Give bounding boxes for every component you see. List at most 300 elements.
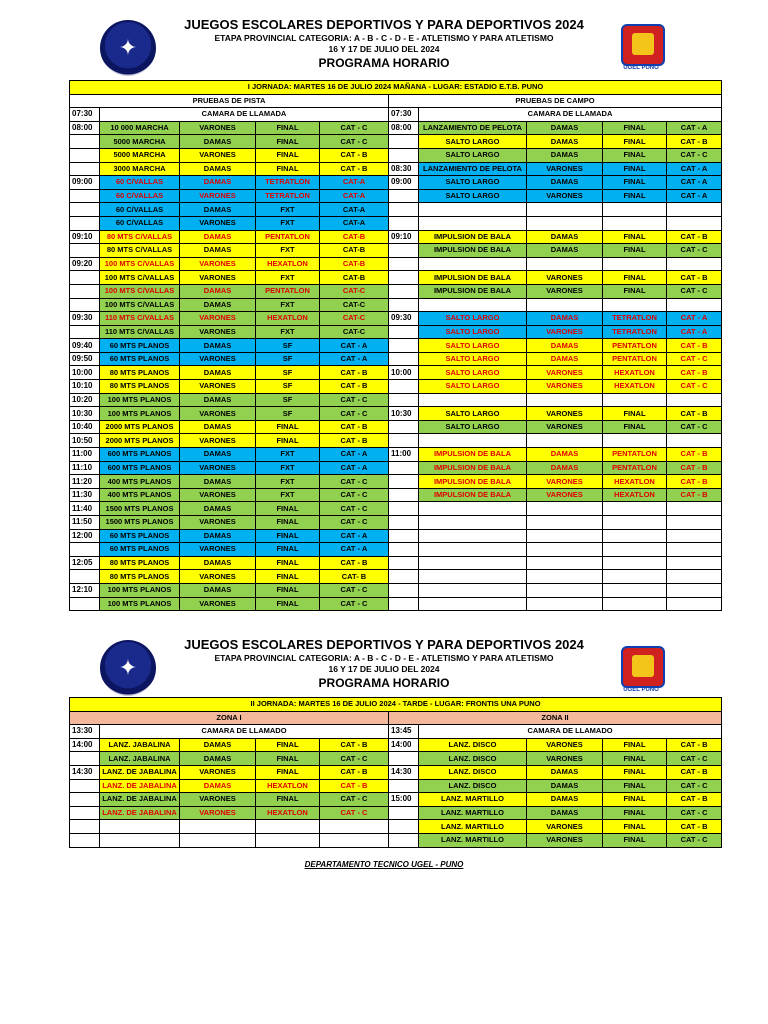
category-cell: CAT - B	[320, 434, 389, 448]
category-cell: CAT-C	[320, 298, 389, 312]
page-title: JUEGOS ESCOLARES DEPORTIVOS Y PARA DEPORTIVOS 2024	[184, 17, 584, 32]
event-cell: 100 MTS PLANOS	[100, 407, 180, 421]
gender-cell: DAMAS	[527, 176, 603, 190]
round-cell: FINAL	[603, 176, 667, 190]
time-cell: 11:00	[389, 448, 419, 462]
category-cell: CAT - B	[667, 230, 722, 244]
empty-cell	[419, 543, 527, 557]
gender-cell: DAMAS	[527, 352, 603, 366]
round-cell: HEXATLON	[256, 312, 320, 326]
time-cell	[70, 806, 100, 820]
category-cell: CAT - C	[667, 833, 722, 847]
table-row	[70, 108, 722, 122]
time-cell: 10:20	[70, 393, 100, 407]
category-cell: CAT - A	[667, 312, 722, 326]
time-cell	[389, 148, 419, 162]
ugel-puno-logo: UGEL PUNO	[612, 18, 670, 76]
empty-cell	[419, 434, 527, 448]
event-cell: 110 MTS C/VALLAS	[100, 325, 180, 339]
table-row	[70, 393, 722, 407]
gender-cell: VARONES	[527, 284, 603, 298]
event-cell: 2000 MTS PLANOS	[100, 434, 180, 448]
category-cell: CAT - C	[320, 502, 389, 516]
gender-cell: VARONES	[527, 833, 603, 847]
table-row	[70, 806, 722, 820]
event-cell: 60 C/VALLAS	[100, 216, 180, 230]
category-cell: CAT - B	[320, 779, 389, 793]
time-cell	[389, 339, 419, 353]
round-cell: SF	[256, 393, 320, 407]
gender-cell: VARONES	[527, 420, 603, 434]
gender-cell: DAMAS	[180, 420, 256, 434]
jornada-title: I JORNADA: MARTES 16 DE JULIO 2024 MAÑANA - LUGAR: ESTADIO E.T.B. PUNO	[70, 81, 722, 95]
category-cell: CAT - B	[320, 366, 389, 380]
category-cell: CAT-B	[320, 244, 389, 258]
time-cell: 10:50	[70, 434, 100, 448]
category-cell: CAT - B	[667, 366, 722, 380]
round-cell: TETRATLON	[256, 189, 320, 203]
time-cell: 09:30	[70, 312, 100, 326]
empty-cell	[603, 203, 667, 217]
time-cell	[70, 597, 100, 611]
event-cell: 60 MTS PLANOS	[100, 529, 180, 543]
event-cell: 5000 MARCHA	[100, 135, 180, 149]
round-cell: FXT	[256, 475, 320, 489]
empty-cell	[603, 257, 667, 271]
round-cell: SF	[256, 366, 320, 380]
time-cell	[389, 461, 419, 475]
category-cell: CAT - A	[667, 121, 722, 135]
gender-cell: VARONES	[180, 793, 256, 807]
time-cell: 07:30	[389, 108, 419, 122]
gender-cell: VARONES	[527, 380, 603, 394]
round-cell: FINAL	[256, 752, 320, 766]
time-cell: 09:30	[389, 312, 419, 326]
gender-cell: DAMAS	[527, 244, 603, 258]
category-cell: CAT-C	[320, 325, 389, 339]
round-cell: FXT	[256, 448, 320, 462]
empty-cell	[667, 393, 722, 407]
time-cell: 11:10	[70, 461, 100, 475]
round-cell: FINAL	[256, 434, 320, 448]
athlete-icon: ✦	[118, 35, 138, 60]
time-cell	[389, 475, 419, 489]
category-cell: CAT - C	[667, 352, 722, 366]
event-cell: 100 MTS PLANOS	[100, 583, 180, 597]
page-dates: 16 Y 17 DE JULIO DEL 2024	[328, 664, 440, 674]
page-title: JUEGOS ESCOLARES DEPORTIVOS Y PARA DEPORTIVOS 2024	[184, 637, 584, 652]
time-cell	[389, 556, 419, 570]
category-cell: CAT - C	[667, 380, 722, 394]
empty-cell	[100, 820, 180, 834]
empty-cell	[603, 298, 667, 312]
time-cell: 14:30	[389, 765, 419, 779]
round-cell: FXT	[256, 461, 320, 475]
round-cell: PENTATLON	[603, 339, 667, 353]
time-cell: 09:40	[70, 339, 100, 353]
gender-cell: VARONES	[180, 325, 256, 339]
round-cell: FINAL	[603, 738, 667, 752]
event-cell: SALTO LARGO	[419, 135, 527, 149]
category-cell: CAT - C	[667, 284, 722, 298]
event-cell: 5000 MARCHA	[100, 148, 180, 162]
empty-cell	[100, 833, 180, 847]
empty-cell	[603, 434, 667, 448]
category-cell: CAT - A	[320, 339, 389, 353]
gender-cell: DAMAS	[527, 779, 603, 793]
time-cell: 12:05	[70, 556, 100, 570]
category-cell: CAT - B	[320, 738, 389, 752]
empty-cell	[256, 833, 320, 847]
gender-cell: VARONES	[180, 461, 256, 475]
round-cell: HEXATLON	[603, 366, 667, 380]
event-cell: LANZ. DE JABALINA	[100, 765, 180, 779]
event-cell: 80 MTS C/VALLAS	[100, 244, 180, 258]
event-cell: 2000 MTS PLANOS	[100, 420, 180, 434]
empty-cell	[419, 257, 527, 271]
empty-cell	[667, 434, 722, 448]
time-cell: 12:00	[70, 529, 100, 543]
round-cell: FINAL	[603, 284, 667, 298]
category-cell: CAT - B	[667, 407, 722, 421]
gender-cell: DAMAS	[527, 461, 603, 475]
gender-cell: DAMAS	[527, 806, 603, 820]
gender-cell: VARONES	[527, 407, 603, 421]
table-row	[70, 257, 722, 271]
category-cell: CAT-B	[320, 257, 389, 271]
round-cell: FINAL	[603, 833, 667, 847]
event-cell: 80 MTS C/VALLAS	[100, 230, 180, 244]
empty-cell	[527, 393, 603, 407]
gender-cell: VARONES	[180, 597, 256, 611]
gender-cell: DAMAS	[180, 366, 256, 380]
time-cell: 08:30	[389, 162, 419, 176]
table-row	[70, 529, 722, 543]
empty-cell	[320, 820, 389, 834]
round-cell: SF	[256, 339, 320, 353]
time-cell	[70, 298, 100, 312]
gender-cell: VARONES	[180, 434, 256, 448]
round-cell: FINAL	[256, 529, 320, 543]
gender-cell: DAMAS	[180, 162, 256, 176]
time-cell	[70, 833, 100, 847]
category-cell: CAT - A	[667, 162, 722, 176]
category-cell: CAT - B	[320, 420, 389, 434]
round-cell: FXT	[256, 488, 320, 502]
event-cell: SALTO LARGO	[419, 325, 527, 339]
ugel-puno-logo: UGEL PUNO	[612, 640, 670, 698]
time-cell	[389, 597, 419, 611]
event-cell: 400 MTS PLANOS	[100, 475, 180, 489]
time-cell: 10:40	[70, 420, 100, 434]
event-cell: IMPULSION DE BALA	[419, 475, 527, 489]
round-cell: SF	[256, 407, 320, 421]
event-cell: 600 MTS PLANOS	[100, 448, 180, 462]
event-cell: 80 MTS PLANOS	[100, 366, 180, 380]
time-cell	[389, 502, 419, 516]
empty-cell	[527, 216, 603, 230]
table-row	[70, 135, 722, 149]
time-cell: 10:00	[389, 366, 419, 380]
gender-cell: VARONES	[180, 148, 256, 162]
table-row	[70, 407, 722, 421]
category-cell: CAT - C	[320, 583, 389, 597]
time-cell: 15:00	[389, 793, 419, 807]
table-row	[70, 312, 722, 326]
event-cell: 100 MTS C/VALLAS	[100, 257, 180, 271]
gender-cell: DAMAS	[180, 230, 256, 244]
round-cell: FINAL	[256, 765, 320, 779]
event-cell: 1500 MTS PLANOS	[100, 502, 180, 516]
event-cell: 80 MTS PLANOS	[100, 556, 180, 570]
category-cell: CAT- B	[320, 570, 389, 584]
time-cell	[389, 583, 419, 597]
time-cell	[389, 570, 419, 584]
gender-cell: VARONES	[180, 543, 256, 557]
gender-cell: DAMAS	[180, 779, 256, 793]
round-cell: FXT	[256, 216, 320, 230]
table-row	[70, 752, 722, 766]
event-cell: LANZ. DISCO	[419, 765, 527, 779]
gender-cell: DAMAS	[180, 176, 256, 190]
time-cell	[70, 135, 100, 149]
empty-cell	[527, 502, 603, 516]
gender-cell: VARONES	[180, 570, 256, 584]
table-row	[70, 325, 722, 339]
event-cell: 80 MTS PLANOS	[100, 380, 180, 394]
gender-cell: DAMAS	[180, 298, 256, 312]
round-cell: PENTATLON	[256, 230, 320, 244]
empty-cell	[667, 516, 722, 530]
category-cell: CAT - C	[320, 597, 389, 611]
empty-cell	[667, 529, 722, 543]
empty-cell	[527, 529, 603, 543]
empty-cell	[256, 820, 320, 834]
round-cell: SF	[256, 352, 320, 366]
round-cell: HEXATLON	[603, 380, 667, 394]
empty-cell	[603, 393, 667, 407]
gender-cell: VARONES	[180, 380, 256, 394]
page-header	[0, 17, 768, 71]
event-cell: LANZAMIENTO DE PELOTA	[419, 162, 527, 176]
event-cell: LANZ. MARTILLO	[419, 820, 527, 834]
category-cell: CAT - C	[320, 806, 389, 820]
time-cell	[70, 570, 100, 584]
time-cell	[70, 216, 100, 230]
time-cell	[389, 488, 419, 502]
round-cell: FINAL	[256, 420, 320, 434]
category-cell: CAT - B	[320, 162, 389, 176]
table-row	[70, 583, 722, 597]
category-cell: CAT - A	[320, 448, 389, 462]
gender-cell: VARONES	[180, 806, 256, 820]
category-cell: CAT - B	[667, 765, 722, 779]
table-row	[70, 725, 722, 739]
event-cell: SALTO LARGO	[419, 176, 527, 190]
category-cell: CAT-A	[320, 216, 389, 230]
table-row	[70, 738, 722, 752]
round-cell: FINAL	[603, 806, 667, 820]
round-cell: FINAL	[603, 135, 667, 149]
category-cell: CAT - A	[667, 325, 722, 339]
category-cell: CAT - A	[320, 461, 389, 475]
event-cell: 110 MTS C/VALLAS	[100, 312, 180, 326]
table-row	[70, 352, 722, 366]
table-row	[70, 833, 722, 847]
table-row	[70, 597, 722, 611]
round-cell: FXT	[256, 203, 320, 217]
time-cell	[389, 298, 419, 312]
event-cell: LANZ. MARTILLO	[419, 793, 527, 807]
table-row	[70, 244, 722, 258]
time-cell	[389, 284, 419, 298]
event-cell: 60 C/VALLAS	[100, 203, 180, 217]
table-row	[70, 556, 722, 570]
program-title: PROGRAMA HORARIO	[318, 56, 450, 70]
event-cell: LANZ. DE JABALINA	[100, 806, 180, 820]
table-row	[70, 448, 722, 462]
gender-cell: DAMAS	[527, 339, 603, 353]
event-cell: IMPULSION DE BALA	[419, 271, 527, 285]
time-cell: 11:50	[70, 516, 100, 530]
page-dates: 16 Y 17 DE JULIO DEL 2024	[328, 44, 440, 54]
round-cell: FINAL	[603, 793, 667, 807]
empty-cell	[527, 543, 603, 557]
time-cell: 10:30	[389, 407, 419, 421]
category-cell: CAT - A	[667, 176, 722, 190]
time-cell	[389, 779, 419, 793]
gender-cell: DAMAS	[527, 121, 603, 135]
round-cell: FINAL	[603, 121, 667, 135]
time-cell: 07:30	[70, 108, 100, 122]
gender-cell: DAMAS	[180, 448, 256, 462]
round-cell: FINAL	[256, 543, 320, 557]
gender-cell: DAMAS	[180, 529, 256, 543]
event-cell: LANZ. DE JABALINA	[100, 793, 180, 807]
time-cell	[389, 189, 419, 203]
category-cell: CAT - C	[320, 793, 389, 807]
gender-cell: VARONES	[527, 325, 603, 339]
time-cell: 13:30	[70, 725, 100, 739]
empty-cell	[603, 516, 667, 530]
event-cell: 100 MTS C/VALLAS	[100, 298, 180, 312]
time-cell	[70, 284, 100, 298]
time-cell	[70, 779, 100, 793]
time-cell	[389, 271, 419, 285]
empty-cell	[527, 583, 603, 597]
time-cell	[70, 820, 100, 834]
table-row	[70, 793, 722, 807]
table-row	[70, 230, 722, 244]
gender-cell: VARONES	[527, 475, 603, 489]
category-cell: CAT - C	[320, 407, 389, 421]
event-cell: SALTO LARGO	[419, 352, 527, 366]
time-cell: 09:00	[70, 176, 100, 190]
empty-cell	[419, 203, 527, 217]
event-cell: IMPULSION DE BALA	[419, 488, 527, 502]
table-row	[70, 216, 722, 230]
empty-cell	[419, 583, 527, 597]
event-cell: 100 MTS C/VALLAS	[100, 284, 180, 298]
gender-cell: DAMAS	[527, 448, 603, 462]
table-row	[70, 203, 722, 217]
empty-cell	[527, 570, 603, 584]
time-cell	[389, 380, 419, 394]
gender-cell: DAMAS	[180, 203, 256, 217]
event-cell: 100 MTS PLANOS	[100, 393, 180, 407]
event-cell: IMPULSION DE BALA	[419, 244, 527, 258]
round-cell: FINAL	[256, 556, 320, 570]
empty-cell	[419, 298, 527, 312]
event-cell: SALTO LARGO	[419, 189, 527, 203]
empty-cell	[667, 570, 722, 584]
round-cell: FINAL	[603, 752, 667, 766]
round-cell: FINAL	[603, 148, 667, 162]
event-cell: IMPULSION DE BALA	[419, 284, 527, 298]
table-row	[70, 380, 722, 394]
empty-cell	[667, 203, 722, 217]
time-cell: 11:40	[70, 502, 100, 516]
table-row	[70, 779, 722, 793]
table-row	[70, 475, 722, 489]
category-cell: CAT-A	[320, 189, 389, 203]
category-cell: CAT - B	[667, 475, 722, 489]
event-cell: 60 C/VALLAS	[100, 189, 180, 203]
table-row	[70, 121, 722, 135]
event-cell: 100 MTS C/VALLAS	[100, 271, 180, 285]
time-cell	[70, 752, 100, 766]
event-cell: 60 MTS PLANOS	[100, 352, 180, 366]
time-cell	[70, 203, 100, 217]
category-cell: CAT - B	[667, 738, 722, 752]
event-cell: 1500 MTS PLANOS	[100, 516, 180, 530]
table-row	[70, 298, 722, 312]
round-cell: FINAL	[256, 135, 320, 149]
category-cell: CAT - C	[320, 752, 389, 766]
empty-cell	[419, 393, 527, 407]
empty-cell	[603, 556, 667, 570]
gender-cell: VARONES	[527, 162, 603, 176]
time-cell: 11:30	[70, 488, 100, 502]
event-cell: 600 MTS PLANOS	[100, 461, 180, 475]
empty-cell	[527, 257, 603, 271]
round-cell: FXT	[256, 298, 320, 312]
round-cell: SF	[256, 380, 320, 394]
table-row	[70, 162, 722, 176]
category-cell: CAT - C	[667, 752, 722, 766]
jornada-title: II JORNADA: MARTES 16 DE JULIO 2024 - TARDE - LUGAR: FRONTIS UNA PUNO	[70, 698, 722, 712]
category-cell: CAT - C	[667, 148, 722, 162]
empty-cell	[667, 543, 722, 557]
time-cell	[389, 516, 419, 530]
time-cell: 09:10	[389, 230, 419, 244]
empty-cell	[419, 529, 527, 543]
event-cell: 80 MTS PLANOS	[100, 570, 180, 584]
gender-cell: VARONES	[527, 189, 603, 203]
section-header: PRUEBAS DE PISTA	[70, 94, 389, 108]
table-row	[70, 176, 722, 190]
athlete-icon: ✦	[118, 655, 138, 680]
category-cell: CAT - C	[667, 779, 722, 793]
time-cell: 11:20	[70, 475, 100, 489]
event-cell: IMPULSION DE BALA	[419, 230, 527, 244]
time-cell	[389, 833, 419, 847]
table-row	[70, 434, 722, 448]
gender-cell: DAMAS	[180, 556, 256, 570]
round-cell: FINAL	[256, 121, 320, 135]
time-cell	[389, 393, 419, 407]
time-cell	[70, 189, 100, 203]
